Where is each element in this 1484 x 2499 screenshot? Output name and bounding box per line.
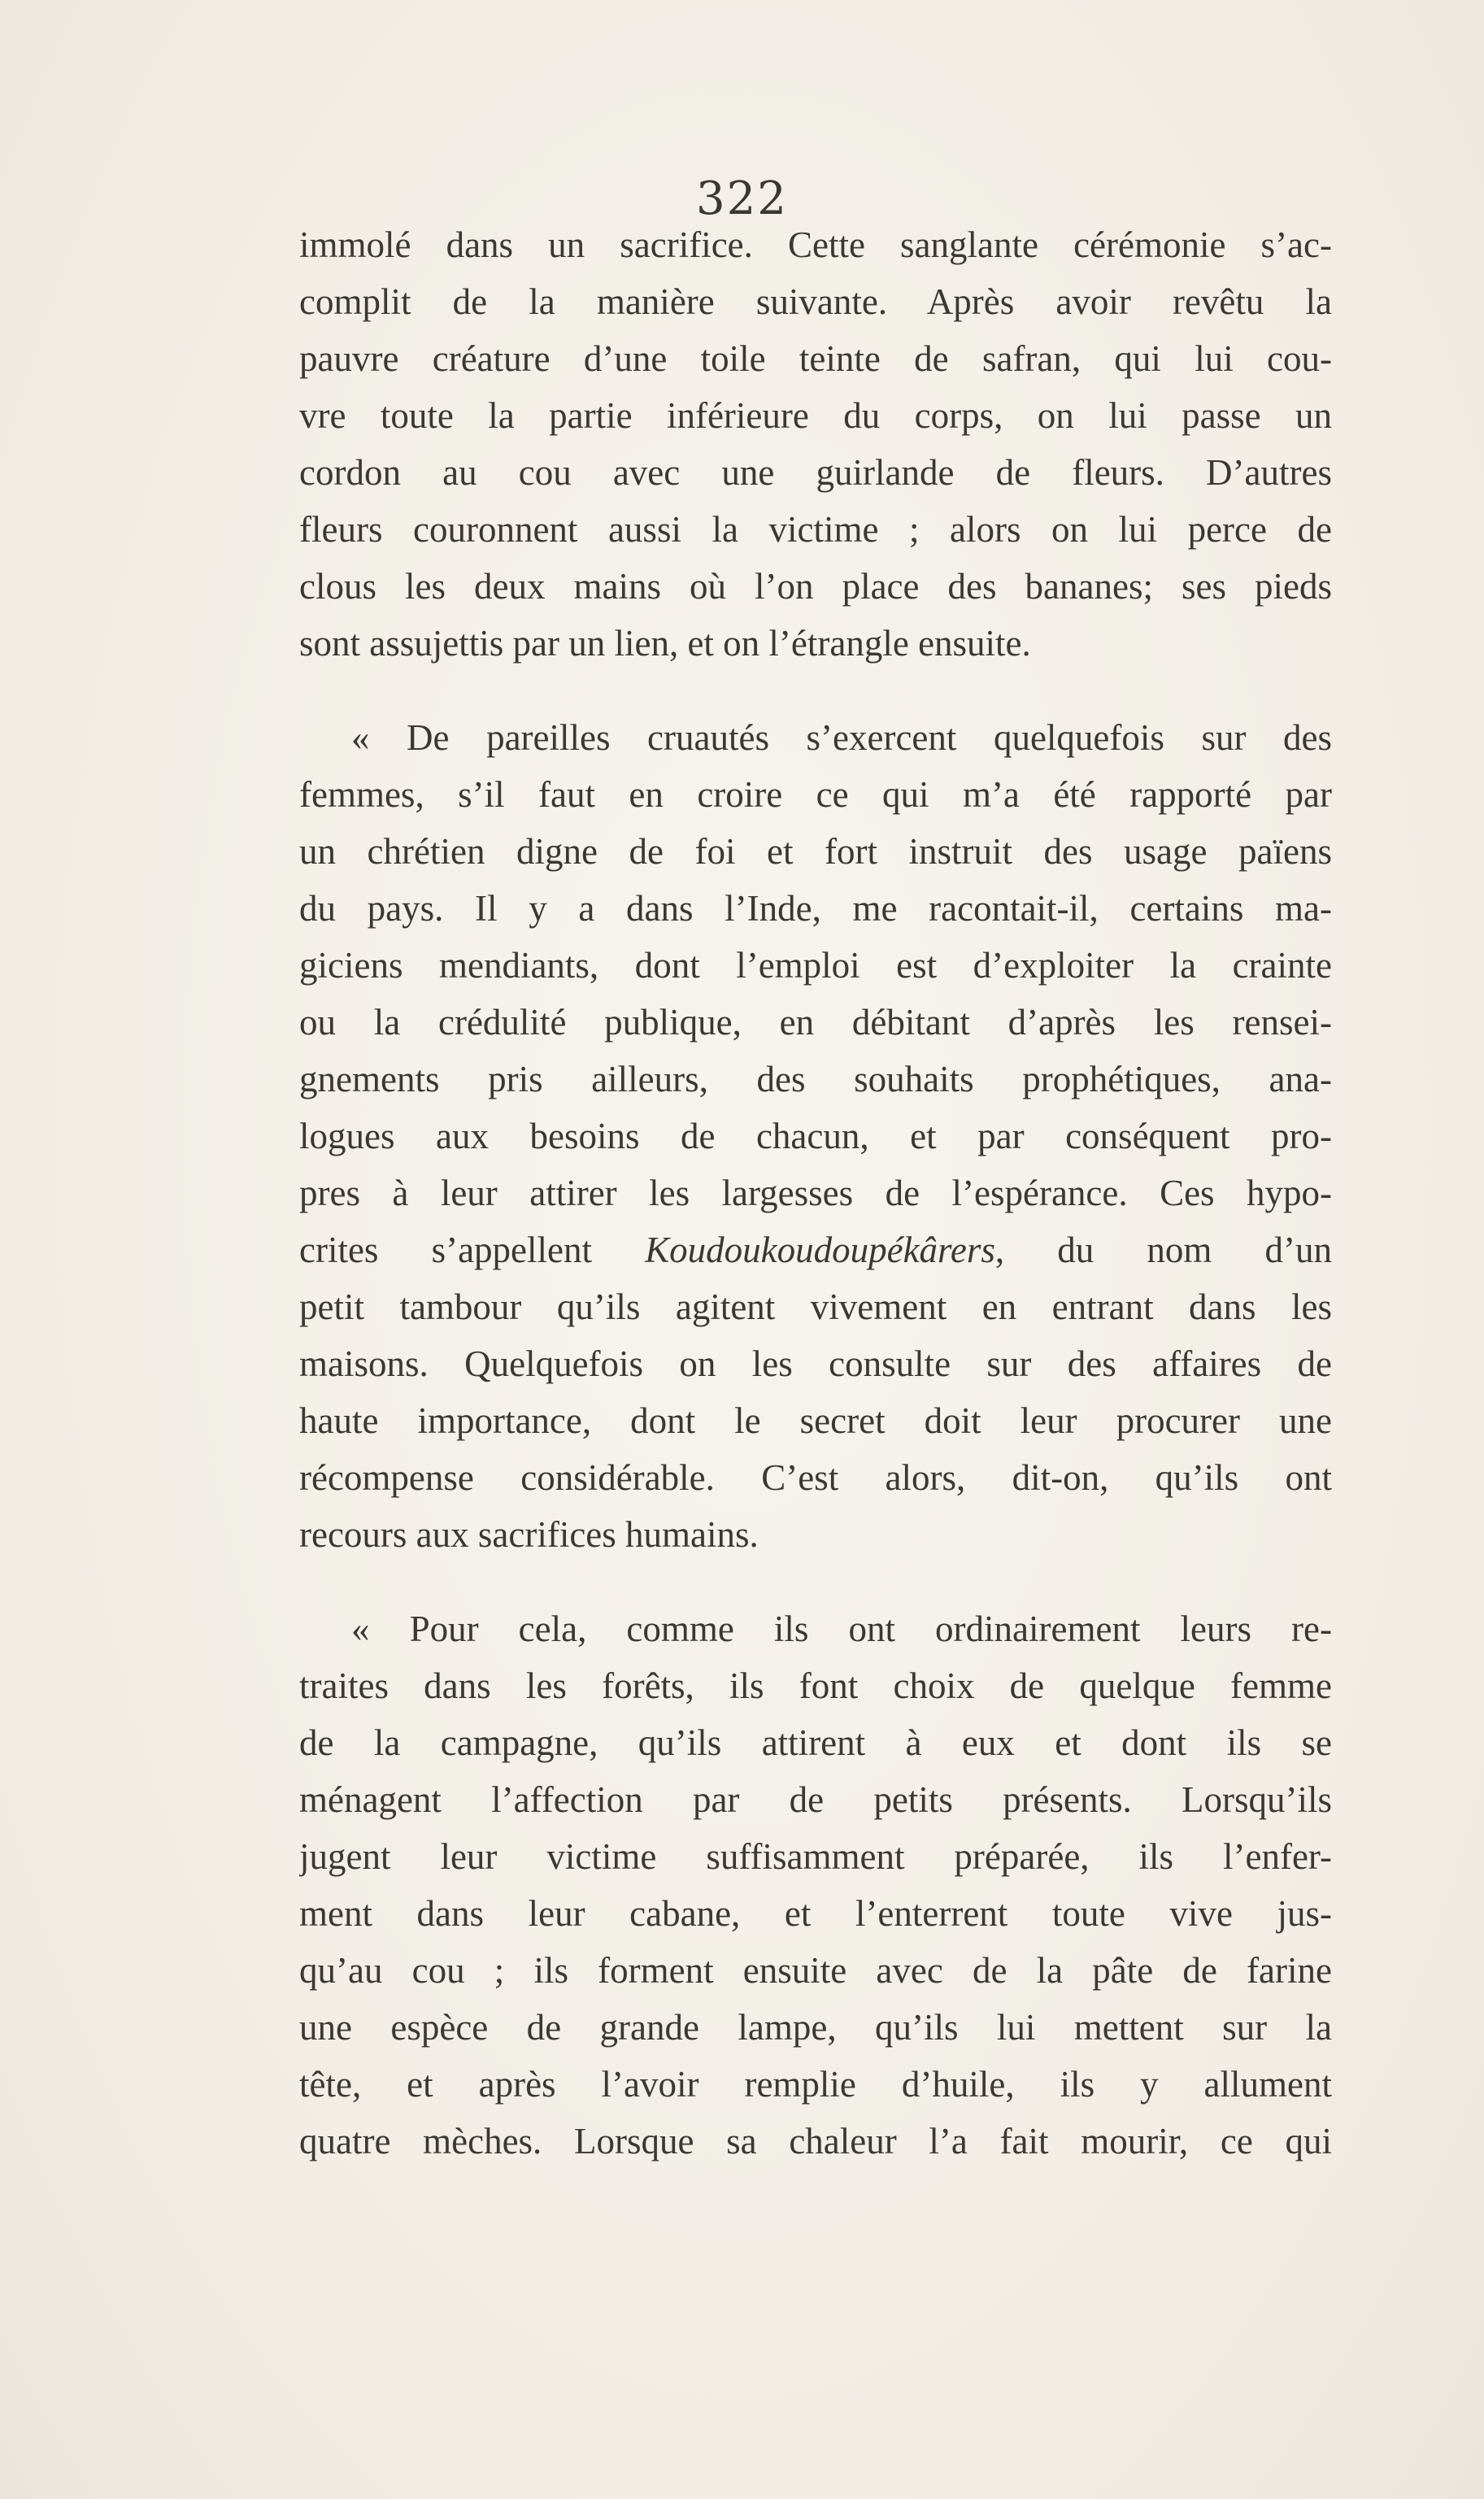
text-line: giciens mendiants, dont l’emploi est d’exploiter la crainte: [299, 945, 1332, 986]
text-line: tête, et après l’avoir remplie d’huile, ils y allument: [299, 2064, 1332, 2105]
paragraph-1: [299, 216, 1332, 672]
text-line: clous les deux mains où l’on place des bananes; ses pieds: [299, 566, 1332, 607]
paragraph-3: [299, 1600, 1332, 2170]
text-line: logues aux besoins de chacun, et par conséquent pro-: [299, 1116, 1332, 1156]
text-line: une espèce de grande lampe, qu’ils lui mettent sur la: [299, 2007, 1332, 2048]
text-line: ménagent l’affection par de petits présents. Lorsqu’ils: [299, 1779, 1332, 1820]
text-line: ou la crédulité publique, en débitant d’après les rensei-: [299, 1002, 1332, 1043]
page-number: 322: [696, 172, 788, 225]
text-line: pres à leur attirer les largesses de l’espérance. Ces hypo-: [299, 1173, 1332, 1213]
text-line: traites dans les forêts, ils font choix de quelque femme: [299, 1665, 1332, 1706]
line-text-after: , du nom d’un: [994, 1230, 1332, 1270]
text-block: [299, 216, 1332, 2170]
text-line: cordon au cou avec une guirlande de fleurs. D’autres: [299, 452, 1332, 493]
text-line: petit tambour qu’ils agitent vivement en entrant dans les: [299, 1287, 1332, 1327]
text-line: de la campagne, qu’ils attirent à eux et dont ils se: [299, 1722, 1332, 1763]
text-line: qu’au cou ; ils forment ensuite avec de la pâte de farine: [299, 1950, 1332, 1991]
paragraph-2: [299, 709, 1332, 1563]
text-line: recours aux sacrifices humains.: [299, 1514, 759, 1555]
text-line: jugent leur victime suffisamment préparée, ils l’enfer-: [299, 1836, 1332, 1877]
text-line: femmes, s’il faut en croire ce qui m’a été rapporté par: [299, 774, 1332, 815]
text-line: quatre mèches. Lorsque sa chaleur l’a fait mourir, ce qui: [299, 2121, 1332, 2162]
text-line: immolé dans un sacrifice. Cette sanglante cérémonie s’ac-: [299, 224, 1332, 265]
italic-term: Koudoukoudoupékârers: [645, 1230, 995, 1270]
text-line: sont assujettis par un lien, et on l’étrangle ensuite.: [299, 623, 1031, 664]
text-line: complit de la manière suivante. Après avoir revêtu la: [299, 281, 1332, 322]
text-line: « De pareilles cruautés s’exercent quelquefois sur des: [351, 717, 1332, 758]
text-line: un chrétien digne de foi et fort instruit des usage païens: [299, 831, 1332, 872]
text-line: maisons. Quelquefois on les consulte sur des affaires de: [299, 1343, 1332, 1384]
text-line: vre toute la partie inférieure du corps, on lui passe un: [299, 395, 1332, 436]
text-line: « Pour cela, comme ils ont ordinairement leurs re-: [351, 1609, 1332, 1649]
text-line: fleurs couronnent aussi la victime ; alors on lui perce de: [299, 509, 1332, 550]
text-line: haute importance, dont le secret doit leur procurer une: [299, 1400, 1332, 1441]
text-line: gnements pris ailleurs, des souhaits prophétiques, ana-: [299, 1059, 1332, 1099]
text-line-with-italic: [299, 1221, 1332, 1278]
text-line: ment dans leur cabane, et l’enterrent toute vive jus-: [299, 1893, 1332, 1934]
text-line: du pays. Il y a dans l’Inde, me racontait-il, certains ma-: [299, 888, 1332, 929]
line-text-before: crites s’appellent: [299, 1230, 646, 1270]
text-line: récompense considérable. C’est alors, dit-on, qu’ils ont: [299, 1457, 1332, 1498]
text-line: pauvre créature d’une toile teinte de safran, qui lui cou-: [299, 338, 1332, 379]
